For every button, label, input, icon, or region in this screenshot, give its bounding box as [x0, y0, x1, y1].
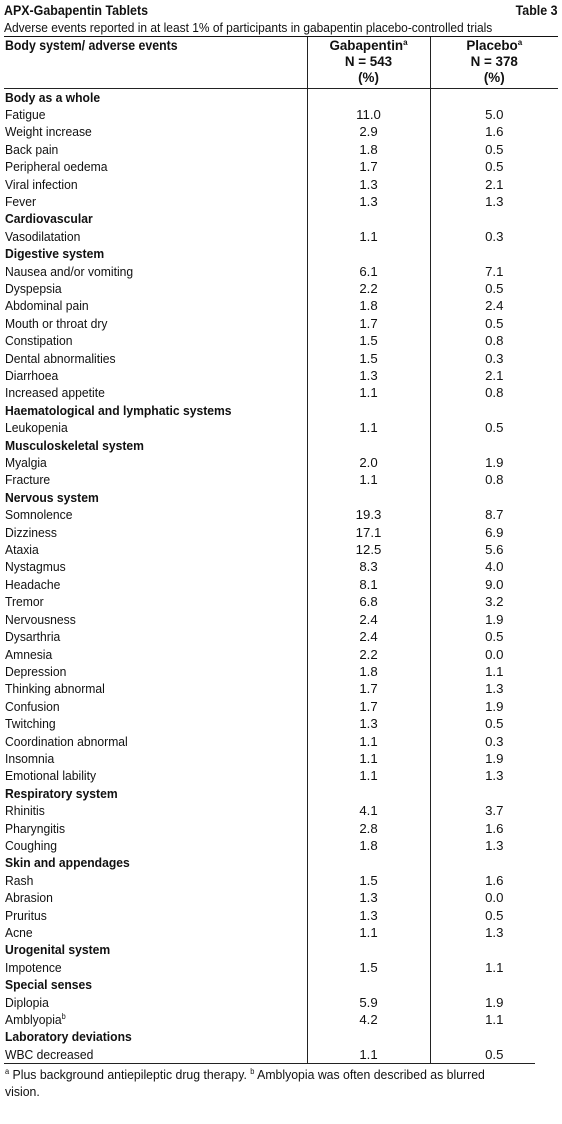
- table-row: [4, 541, 558, 558]
- gabapentin-value: [307, 437, 430, 454]
- placebo-value: [430, 941, 558, 958]
- event-label: Vasodilatation: [4, 228, 307, 245]
- table-row: [4, 733, 558, 750]
- gabapentin-value: 1.3: [307, 907, 430, 924]
- gabapentin-value: [307, 88, 430, 106]
- event-label: Dental abnormalities: [4, 350, 307, 367]
- event-label: Constipation: [4, 332, 307, 349]
- column-header-placebo: Placebo$^a$ N = 378 (%): [430, 37, 558, 88]
- table-row: [4, 228, 558, 245]
- table-row: [4, 524, 558, 541]
- gabapentin-value: 2.9: [307, 123, 430, 140]
- placebo-value: 1.3: [485, 837, 504, 853]
- gabapentin-value: 11.0: [307, 106, 430, 123]
- table-row: [4, 141, 558, 158]
- event-label: Fatigue: [4, 106, 307, 123]
- event-label: Myalgia: [4, 454, 307, 471]
- title-row: [4, 3, 558, 19]
- event-label: Amblyopia$^b$: [4, 1011, 307, 1028]
- category-label: Digestive system: [4, 245, 307, 262]
- event-label: Twitching: [4, 715, 307, 732]
- event-label: Back pain: [4, 141, 307, 158]
- gabapentin-value: [307, 402, 430, 419]
- event-label: Viral infection: [4, 176, 307, 193]
- event-label: Abdominal pain: [4, 297, 307, 314]
- event-label: Mouth or throat dry: [4, 315, 307, 332]
- event-label: Nervousness: [4, 611, 307, 628]
- event-label: Acne: [4, 924, 307, 941]
- placebo-value: 0.0: [485, 890, 504, 906]
- placebo-value: 0.5: [485, 315, 504, 331]
- category-row: [4, 1028, 558, 1045]
- category-row: [4, 976, 558, 993]
- gabapentin-value: 2.0: [307, 454, 430, 471]
- footnote: $^a$ Plus background antiepileptic drug therapy. $^b$ Amblyopia was often described as blurred vision.: [4, 1063, 535, 1100]
- placebo-value: [430, 88, 558, 106]
- event-label: Dyspepsia: [4, 280, 307, 297]
- gabapentin-value: 1.3: [307, 193, 430, 210]
- placebo-value: 0.5: [485, 907, 504, 923]
- table-row: [4, 419, 558, 436]
- placebo-value: 0.0: [485, 646, 504, 662]
- gabapentin-value: 1.5: [307, 872, 430, 889]
- table-row: [4, 367, 558, 384]
- gabapentin-value: 1.5: [307, 959, 430, 976]
- event-label: Diarrhoea: [4, 367, 307, 384]
- table-row: [4, 907, 558, 924]
- event-label: Tremor: [4, 593, 307, 610]
- event-label: Fever: [4, 193, 307, 210]
- placebo-value: [430, 854, 558, 871]
- gabapentin-value: 1.8: [307, 837, 430, 854]
- placebo-value: 1.9: [485, 994, 504, 1010]
- event-label: Coordination abnormal: [4, 733, 307, 750]
- category-label: Urogenital system: [4, 941, 307, 958]
- table-row: [4, 558, 558, 575]
- gabapentin-value: 2.4: [307, 628, 430, 645]
- table-row: [4, 820, 558, 837]
- event-label: Ataxia: [4, 541, 307, 558]
- placebo-value: 3.2: [485, 594, 504, 610]
- placebo-value: 9.0: [485, 576, 504, 592]
- event-label: Leukopenia: [4, 419, 307, 436]
- gabapentin-value: 6.8: [307, 593, 430, 610]
- gabapentin-value: 2.4: [307, 611, 430, 628]
- event-label: Emotional lability: [4, 767, 307, 784]
- placebo-value: [430, 210, 558, 227]
- category-label: Musculoskeletal system: [4, 437, 307, 454]
- placebo-value: 0.5: [485, 159, 504, 175]
- gabapentin-value: [307, 976, 430, 993]
- gabapentin-value: 1.1: [307, 1046, 430, 1063]
- placebo-value: 2.1: [485, 176, 504, 192]
- placebo-value: 1.3: [485, 193, 504, 209]
- placebo-value: 0.8: [485, 333, 504, 349]
- placebo-value: [430, 1028, 558, 1045]
- gabapentin-value: 2.8: [307, 820, 430, 837]
- placebo-value: [430, 245, 558, 262]
- table-row: [4, 263, 558, 280]
- event-label: Insomnia: [4, 750, 307, 767]
- placebo-value: 0.5: [485, 1046, 504, 1062]
- event-label: Peripheral oedema: [4, 158, 307, 175]
- gabapentin-value: 12.5: [307, 541, 430, 558]
- placebo-value: [430, 785, 558, 802]
- table-row: [4, 158, 558, 175]
- placebo-value: 1.3: [485, 681, 504, 697]
- gabapentin-value: 1.1: [307, 750, 430, 767]
- event-label: Coughing: [4, 837, 307, 854]
- table-row: [4, 663, 558, 680]
- event-label: Amnesia: [4, 646, 307, 663]
- placebo-value: 7.1: [485, 263, 504, 279]
- placebo-value: 0.3: [485, 228, 504, 244]
- gabapentin-value: 1.1: [307, 228, 430, 245]
- gabapentin-value: 2.2: [307, 280, 430, 297]
- placebo-value: 0.5: [485, 141, 504, 157]
- placebo-value: [430, 437, 558, 454]
- event-label: Confusion: [4, 698, 307, 715]
- category-row: [4, 245, 558, 262]
- gabapentin-value: [307, 941, 430, 958]
- gabapentin-value: 1.1: [307, 419, 430, 436]
- event-label: Dysarthria: [4, 628, 307, 645]
- placebo-value: 1.3: [485, 925, 504, 940]
- placebo-value: 1.6: [485, 124, 504, 140]
- table-row: [4, 715, 558, 732]
- placebo-value: 0.5: [485, 280, 504, 296]
- table-row: [4, 750, 558, 767]
- gabapentin-value: 6.1: [307, 263, 430, 280]
- category-label: Skin and appendages: [4, 854, 307, 871]
- table-row: [4, 959, 558, 976]
- gabapentin-value: 19.3: [307, 506, 430, 523]
- category-row: [4, 785, 558, 802]
- table-row: [4, 802, 558, 819]
- table-row: [4, 506, 558, 523]
- table-number: Table 3: [516, 3, 558, 18]
- table-row: [4, 576, 558, 593]
- gabapentin-value: 1.8: [307, 297, 430, 314]
- gabapentin-value: 5.9: [307, 994, 430, 1011]
- gabapentin-value: 1.7: [307, 158, 430, 175]
- gabapentin-value: [307, 854, 430, 871]
- gabapentin-value: 8.3: [307, 558, 430, 575]
- gabapentin-value: 1.5: [307, 332, 430, 349]
- table-row: [4, 646, 558, 663]
- table-row: [4, 837, 558, 854]
- placebo-value: 0.8: [485, 472, 504, 488]
- table-row: [4, 1046, 558, 1063]
- table-row: [4, 193, 558, 210]
- placebo-value: [430, 489, 558, 506]
- placebo-value: 1.3: [485, 768, 504, 784]
- category-label: Nervous system: [4, 489, 307, 506]
- category-row: [4, 437, 558, 454]
- gabapentin-value: 1.7: [307, 698, 430, 715]
- category-label: Haematological and lymphatic systems: [4, 402, 307, 419]
- event-label: Dizziness: [4, 524, 307, 541]
- event-label: Weight increase: [4, 123, 307, 140]
- column-header-body-system: Body system/ adverse events: [4, 37, 307, 88]
- placebo-value: 2.1: [485, 368, 504, 383]
- placebo-value: 2.4: [485, 298, 504, 314]
- event-label: Pruritus: [4, 907, 307, 924]
- table-row: [4, 350, 558, 367]
- placebo-value: 0.8: [485, 385, 504, 401]
- gabapentin-value: 1.1: [307, 471, 430, 488]
- document: [4, 3, 558, 1100]
- placebo-value: 0.3: [485, 733, 504, 749]
- placebo-value: 0.3: [485, 350, 504, 366]
- table-row: [4, 680, 558, 697]
- gabapentin-value: 1.8: [307, 141, 430, 158]
- table-row: [4, 454, 558, 471]
- table-caption: Adverse events reported in at least 1% of participants in gabapentin placebo-controlled trials: [4, 20, 493, 35]
- gabapentin-value: [307, 489, 430, 506]
- event-label: Rhinitis: [4, 802, 307, 819]
- table-row: [4, 332, 558, 349]
- table-row: [4, 1011, 558, 1028]
- placebo-value: [430, 976, 558, 993]
- table-row: [4, 767, 558, 784]
- placebo-value: 5.0: [485, 106, 504, 122]
- gabapentin-value: 4.2: [307, 1011, 430, 1028]
- table-row: [4, 628, 558, 645]
- placebo-value: 1.1: [485, 1012, 504, 1028]
- event-label: Depression: [4, 663, 307, 680]
- event-label: Headache: [4, 576, 307, 593]
- gabapentin-value: 1.3: [307, 176, 430, 193]
- gabapentin-value: 1.7: [307, 680, 430, 697]
- table-row: [4, 297, 558, 314]
- table-row: [4, 924, 558, 941]
- table-row: [4, 471, 558, 488]
- gabapentin-value: 1.1: [307, 733, 430, 750]
- table-row: [4, 123, 558, 140]
- placebo-value: 1.1: [485, 959, 504, 975]
- gabapentin-value: 1.7: [307, 315, 430, 332]
- table-row: [4, 106, 558, 123]
- document-title: APX-Gabapentin Tablets: [4, 3, 149, 18]
- table-row: [4, 176, 558, 193]
- event-label: Impotence: [4, 959, 307, 976]
- gabapentin-value: 1.3: [307, 715, 430, 732]
- event-label: Pharyngitis: [4, 820, 307, 837]
- category-label: Laboratory deviations: [4, 1028, 307, 1045]
- category-label: Respiratory system: [4, 785, 307, 802]
- adverse-events-table: [4, 37, 558, 1063]
- category-label: Special senses: [4, 976, 307, 993]
- category-label: Body as a whole: [4, 88, 307, 106]
- placebo-value: 1.9: [485, 455, 504, 471]
- placebo-value: 4.0: [485, 559, 504, 575]
- event-label: Abrasion: [4, 889, 307, 906]
- event-label: WBC decreased: [4, 1046, 307, 1063]
- gabapentin-value: [307, 210, 430, 227]
- event-label: Fracture: [4, 471, 307, 488]
- gabapentin-value: 1.1: [307, 384, 430, 401]
- gabapentin-value: 2.2: [307, 646, 430, 663]
- table-row: [4, 315, 558, 332]
- event-label: Diplopia: [4, 994, 307, 1011]
- placebo-value: 0.5: [485, 420, 504, 436]
- event-label: Nausea and/or vomiting: [4, 263, 307, 280]
- category-row: [4, 210, 558, 227]
- placebo-value: 3.7: [485, 803, 504, 819]
- gabapentin-value: 1.8: [307, 663, 430, 680]
- category-row: [4, 489, 558, 506]
- placebo-value: 0.5: [485, 629, 504, 645]
- placebo-value: 1.9: [485, 698, 504, 714]
- event-label: Nystagmus: [4, 558, 307, 575]
- table-row: [4, 593, 558, 610]
- gabapentin-value: 8.1: [307, 576, 430, 593]
- gabapentin-value: 4.1: [307, 802, 430, 819]
- placebo-value: 5.6: [485, 542, 504, 558]
- gabapentin-value: 1.5: [307, 350, 430, 367]
- table-row: [4, 872, 558, 889]
- gabapentin-value: 1.1: [307, 924, 430, 941]
- column-header-gabapentin: Gabapentin$^a$ N = 543 (%): [307, 37, 430, 88]
- placebo-value: 0.5: [485, 716, 504, 732]
- category-row: [4, 854, 558, 871]
- table-row: [4, 889, 558, 906]
- gabapentin-value: 1.3: [307, 367, 430, 384]
- table-row: [4, 698, 558, 715]
- header-row: [4, 37, 558, 88]
- gabapentin-value: 1.1: [307, 767, 430, 784]
- event-label: Increased appetite: [4, 384, 307, 401]
- category-row: [4, 402, 558, 419]
- gabapentin-value: [307, 1028, 430, 1045]
- gabapentin-value: 17.1: [307, 524, 430, 541]
- placebo-value: [430, 402, 558, 419]
- table-row: [4, 280, 558, 297]
- event-label: Thinking abnormal: [4, 680, 307, 697]
- gabapentin-value: [307, 245, 430, 262]
- event-label: Somnolence: [4, 506, 307, 523]
- placebo-value: 1.1: [485, 663, 504, 679]
- category-row: [4, 88, 558, 106]
- table-body: [4, 88, 558, 1063]
- placebo-value: 1.6: [485, 820, 504, 836]
- placebo-value: 1.6: [485, 872, 504, 888]
- placebo-value: 6.9: [485, 524, 504, 540]
- table-row: [4, 611, 558, 628]
- gabapentin-value: 1.3: [307, 889, 430, 906]
- category-label: Cardiovascular: [4, 210, 307, 227]
- table-row: [4, 994, 558, 1011]
- placebo-value: 8.7: [485, 507, 504, 523]
- placebo-value: 1.9: [485, 750, 504, 766]
- table-row: [4, 384, 558, 401]
- placebo-value: 1.9: [485, 611, 504, 627]
- category-row: [4, 941, 558, 958]
- gabapentin-value: [307, 785, 430, 802]
- event-label: Rash: [4, 872, 307, 889]
